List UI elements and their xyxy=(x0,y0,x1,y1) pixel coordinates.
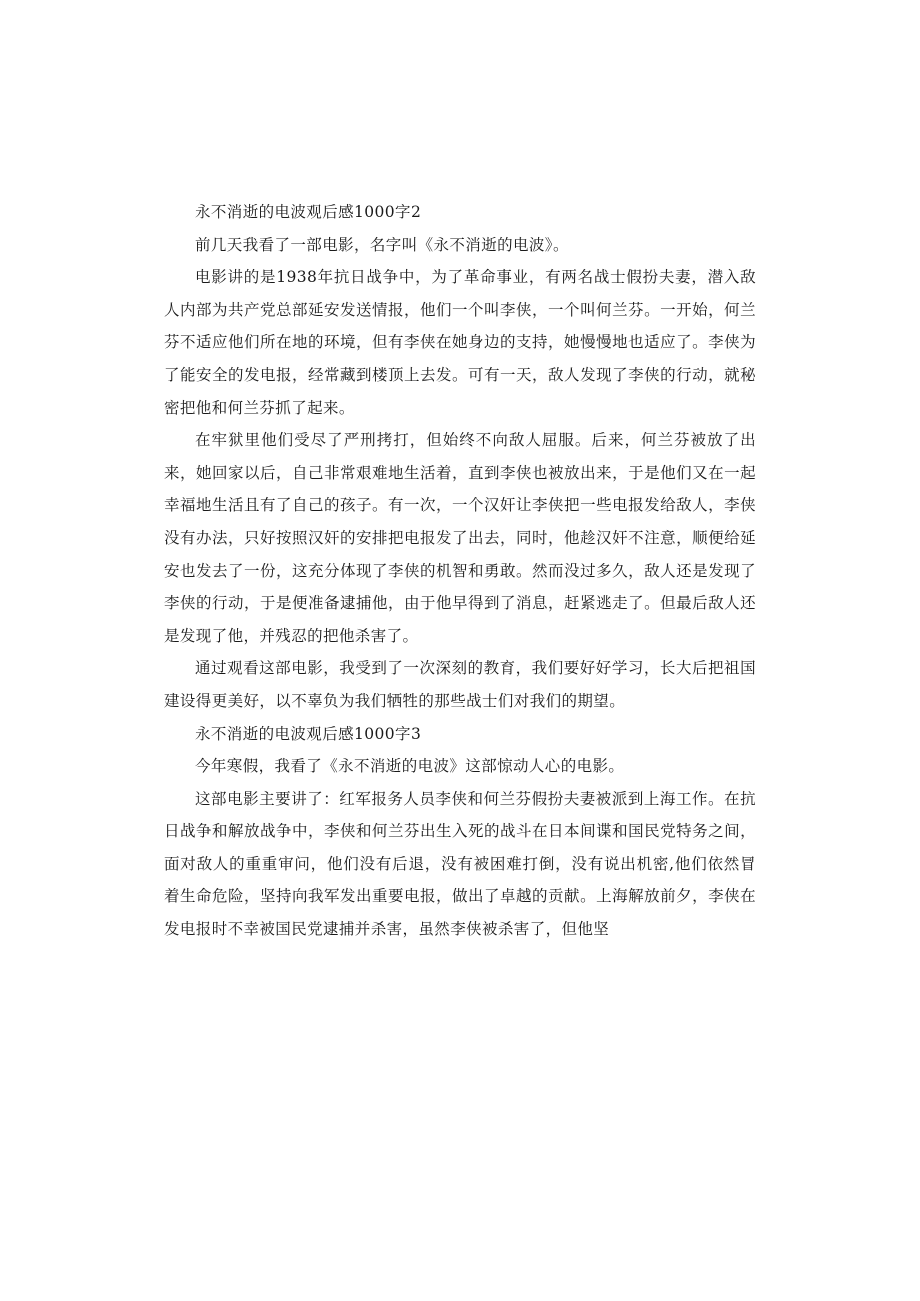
section-heading: 永不消逝的电波观后感1000字2 xyxy=(195,203,422,221)
paragraph: 电影讲的是1938年抗日战争中，为了革命事业，有两名战士假扮夫妻，潜入敌人内部为共产党总部延安发送情报，他们一个叫李侠，一个叫何兰芬。一开始，何兰芬不适应他们所在地的环境，但有李侠在她身边的支持，她慢慢地也适应了。李侠为了能安全的发电报，经常藏到楼顶上去发。可有一天，敌人发现了李侠的行动，就秘密把他和何兰芬抓了起来。 xyxy=(164,268,756,417)
document-page xyxy=(164,196,756,946)
paragraph: 前几天我看了一部电影，名字叫《永不消逝的电波》。 xyxy=(195,235,569,254)
paragraph: 在牢狱里他们受尽了严刑拷打，但始终不向敌人屈服。后来，何兰芬被放了出来，她回家以后，自己非常艰难地生活着，直到李侠也被放出来，于是他们又在一起幸福地生活且有了自己的孩子。有一次，一个汉奸让李侠把一些电报发给敌人，李侠没有办法，只好按照汉奸的安排把电报发了出去，同时，他趁汉奸不注意，顺便给延安也发去了一份，这充分体现了李侠的机智和勇敢。然而没过多久，敌人还是发现了李侠的行动，于是便准备逮捕他，由于他早得到了消息，赶紧逃走了。但最后敌人还是发现了他，并残忍的把他杀害了。 xyxy=(164,431,756,645)
paragraph: 通过观看这部电影，我受到了一次深刻的教育，我们要好好学习，长大后把祖国建设得更美好，以不辜负为我们牺牲的那些战士们对我们的期望。 xyxy=(164,659,756,710)
section-heading: 永不消逝的电波观后感1000字3 xyxy=(195,724,422,743)
paragraph: 这部电影主要讲了：红军报务人员李侠和何兰芬假扮夫妻被派到上海工作。在抗日战争和解放战争中，李侠和何兰芬出生入死的战斗在日本间谍和国民党特务之间，面对敌人的重重审问，他们没有后退，没有被困难打倒，没有说出机密,他们依然冒着生命危险，坚持向我军发出重要电报，做出了卓越的贡献。上海解放前夕，李侠在发电报时不幸被国民党逮捕并杀害，虽然李侠被杀害了，但他坚 xyxy=(164,789,756,939)
paragraph: 今年寒假，我看了《永不消逝的电波》这部惊动人心的电影。 xyxy=(195,757,625,776)
